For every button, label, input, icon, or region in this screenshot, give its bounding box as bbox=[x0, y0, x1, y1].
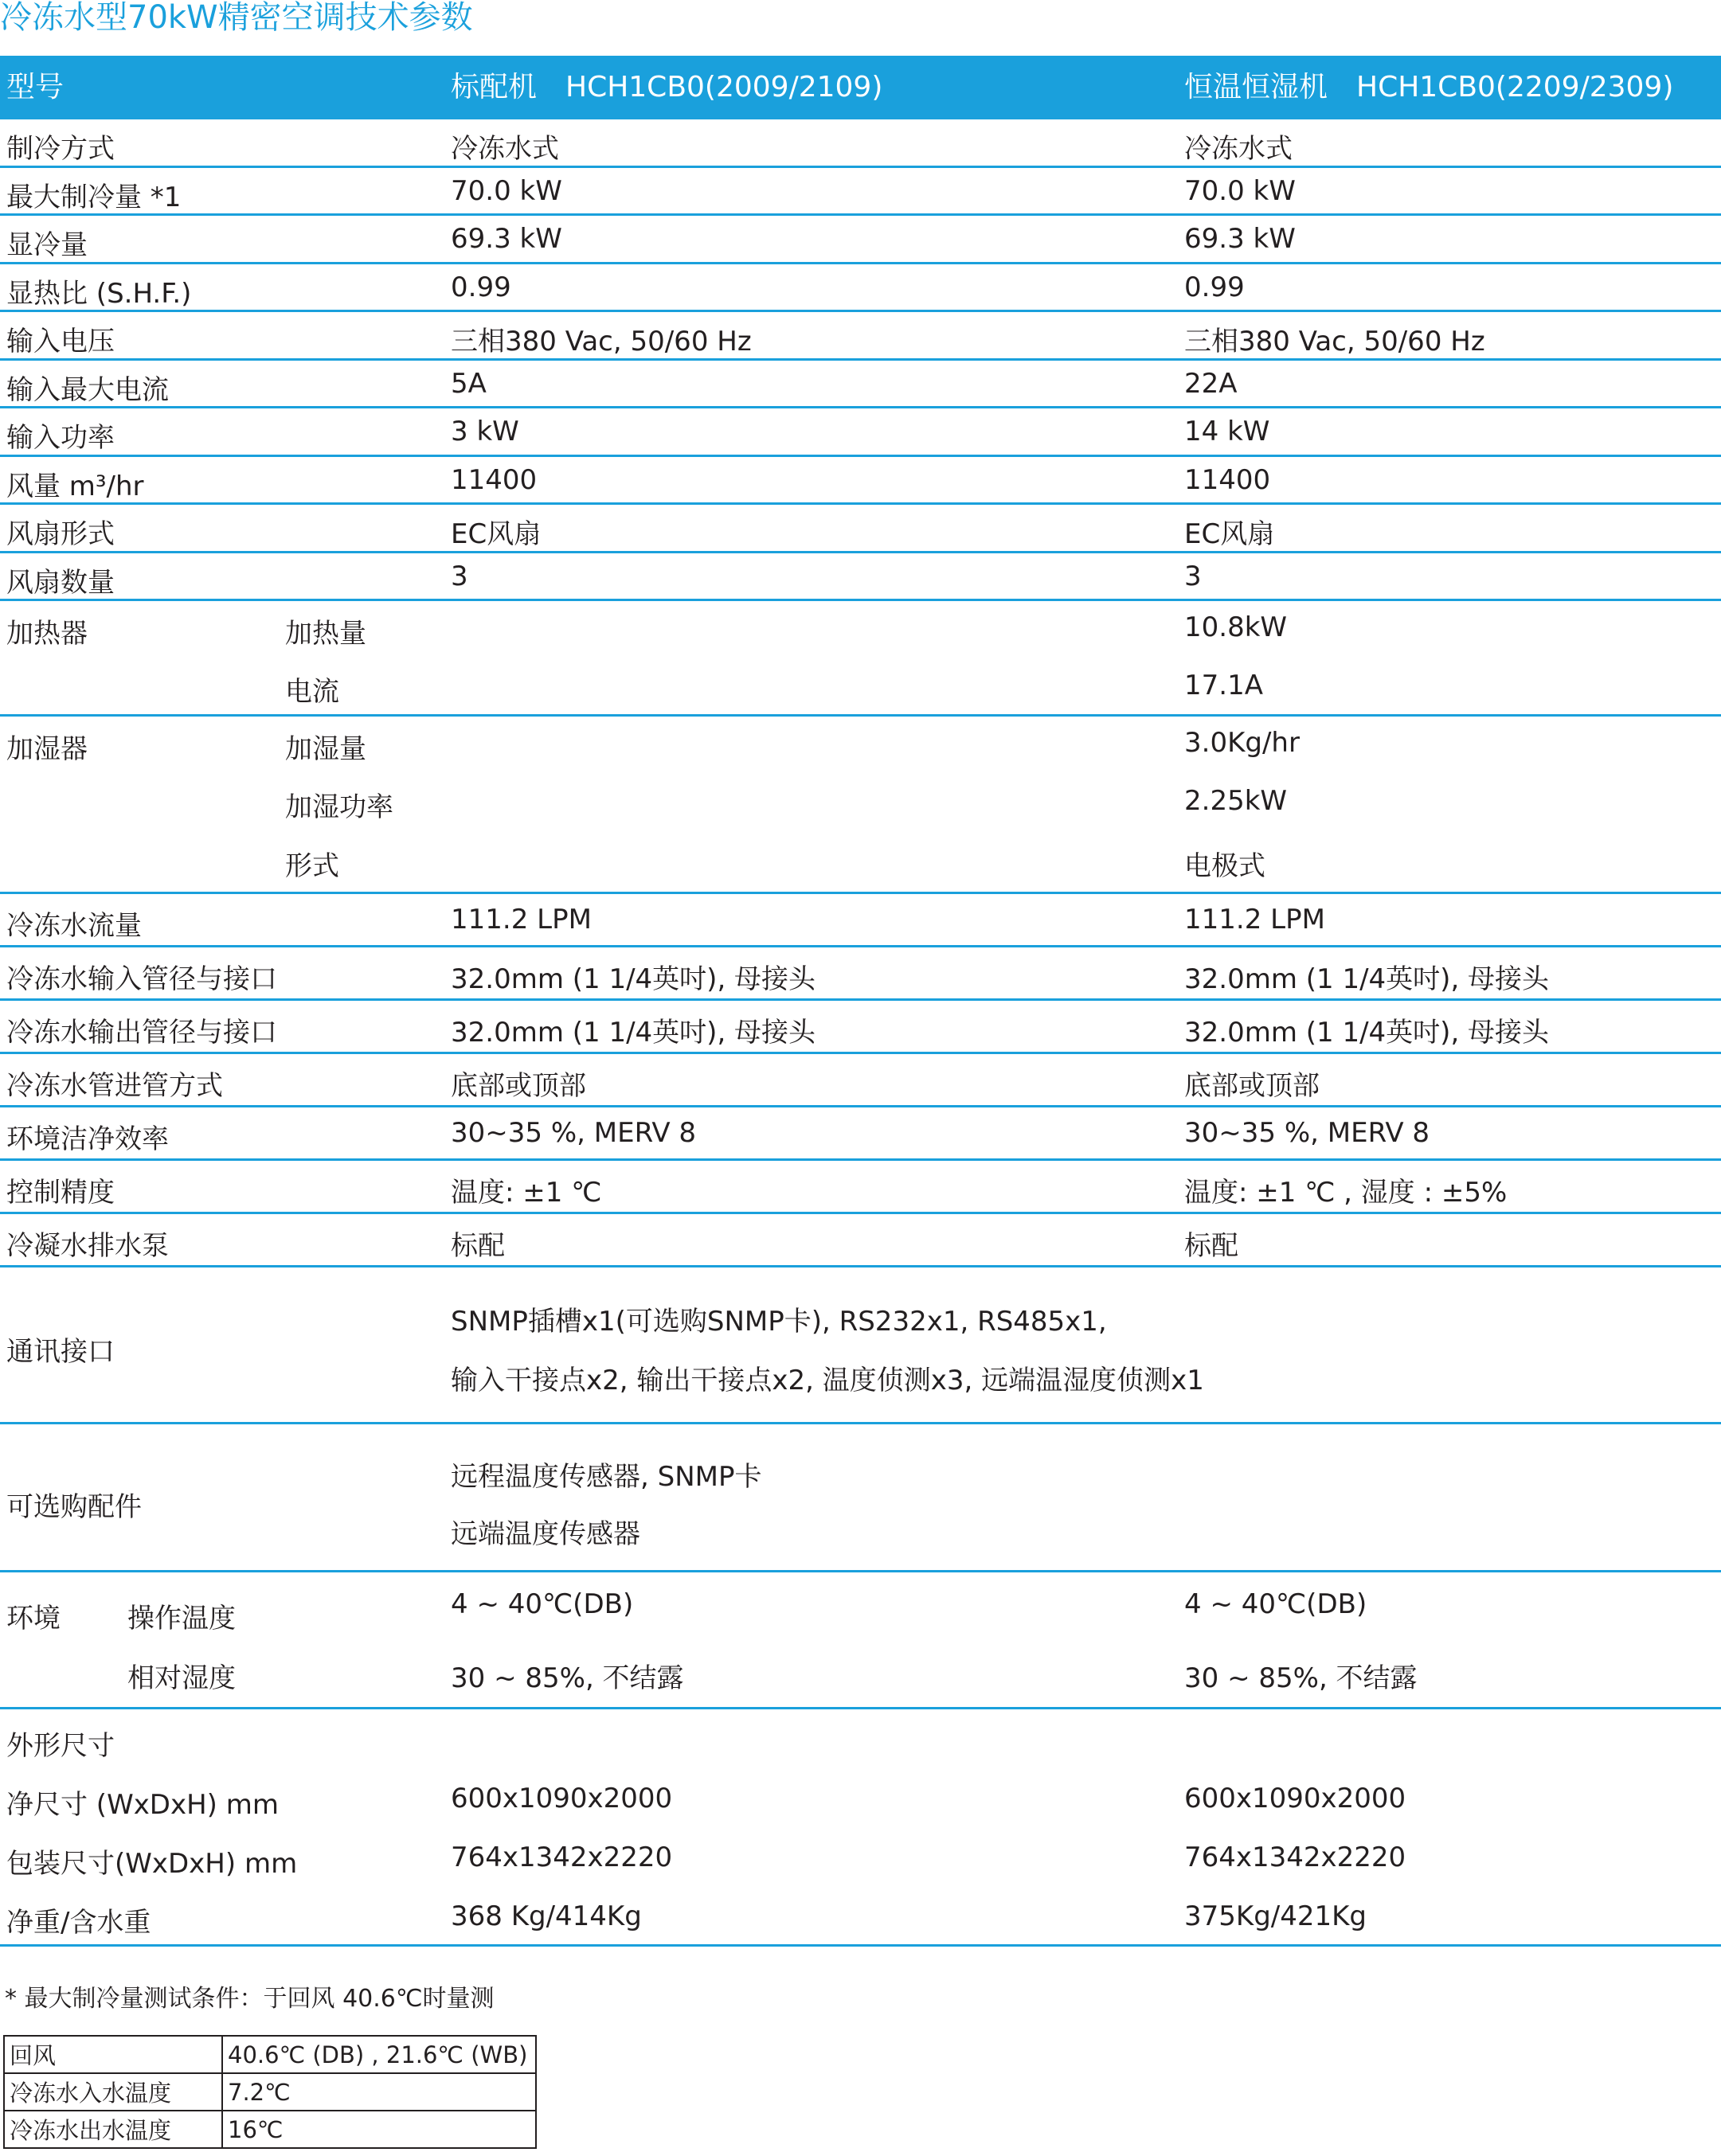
environment-sub-operating-temp: 操作温度 bbox=[127, 1603, 236, 1635]
row-value-constant: 111.2 LPM bbox=[1184, 904, 1325, 935]
heater-label: 加热器 bbox=[6, 618, 88, 650]
row-value-constant: 标配 bbox=[1184, 1230, 1238, 1262]
options-row bbox=[0, 1424, 1721, 1572]
table-row bbox=[0, 408, 1721, 457]
row-label: 风扇形式 bbox=[6, 518, 115, 550]
dimensions-net-standard: 600x1090x2000 bbox=[451, 1783, 673, 1814]
row-value-standard: EC风扇 bbox=[451, 518, 542, 550]
humidifier-sub-power: 加湿功率 bbox=[285, 791, 393, 823]
table-row bbox=[0, 1107, 1721, 1161]
options-line-2: 远端温度传感器 bbox=[451, 1518, 640, 1550]
row-value-standard: 32.0mm (1 1/4英吋), 母接头 bbox=[451, 1017, 816, 1049]
humidifier-value-power: 2.25kW bbox=[1184, 785, 1288, 817]
weight-constant: 375Kg/421Kg bbox=[1184, 1900, 1367, 1932]
options-line-1: 远程温度传感器, SNMP卡 bbox=[451, 1461, 762, 1493]
environment-label: 环境 bbox=[6, 1603, 61, 1635]
environment-value-standard-humidity: 30 ~ 85%, 不结露 bbox=[451, 1662, 684, 1694]
row-label: 显冷量 bbox=[6, 229, 88, 261]
row-label: 冷冻水输出管径与接口 bbox=[6, 1017, 277, 1049]
row-value-standard: 冷冻水式 bbox=[451, 133, 559, 165]
row-value-constant: 底部或顶部 bbox=[1184, 1070, 1320, 1102]
header-constant-temp-model: 恒温恒湿机 HCH1CB0(2209/2309) bbox=[1184, 71, 1674, 104]
table-row bbox=[4, 2073, 536, 2111]
table-row bbox=[0, 264, 1721, 312]
row-value-standard: 70.0 kW bbox=[451, 175, 562, 207]
humidifier-sub-amount: 加湿量 bbox=[285, 733, 366, 765]
row-value-standard: 标配 bbox=[451, 1230, 505, 1262]
row-value-standard: 30~35 %, MERV 8 bbox=[451, 1117, 697, 1149]
row-value-standard: 温度: ±1 ℃ bbox=[451, 1177, 602, 1209]
row-label: 输入电压 bbox=[6, 326, 115, 357]
heater-sub-heating: 加热量 bbox=[285, 618, 366, 650]
heater-value-current: 17.1A bbox=[1184, 670, 1263, 701]
row-label: 制冷方式 bbox=[6, 133, 115, 165]
row-label: 显热比 (S.H.F.) bbox=[6, 278, 192, 310]
table-row bbox=[0, 312, 1721, 361]
footnote: * 最大制冷量测试条件：于回风 40.6℃时量测 bbox=[5, 1985, 495, 2013]
row-value-standard: 0.99 bbox=[451, 271, 511, 303]
row-label: 冷冻水输入管径与接口 bbox=[6, 963, 277, 995]
row-label: 输入功率 bbox=[6, 422, 115, 454]
row-value-standard: 111.2 LPM bbox=[451, 904, 592, 935]
dimensions-label: 外形尺寸 bbox=[6, 1730, 115, 1762]
condition-key: 冷冻水出水温度 bbox=[4, 2111, 222, 2148]
row-value-constant: 69.3 kW bbox=[1184, 223, 1296, 255]
row-label: 控制精度 bbox=[6, 1177, 115, 1209]
table-row bbox=[0, 505, 1721, 553]
table-row bbox=[0, 553, 1721, 601]
row-value-constant: 11400 bbox=[1184, 464, 1271, 496]
comm-row bbox=[0, 1267, 1721, 1424]
row-value-constant: 30~35 %, MERV 8 bbox=[1184, 1117, 1430, 1149]
row-value-constant: 3 bbox=[1184, 560, 1202, 592]
dimensions-net-constant: 600x1090x2000 bbox=[1184, 1783, 1406, 1814]
row-label: 最大制冷量 *1 bbox=[6, 182, 182, 213]
row-value-constant: EC风扇 bbox=[1184, 518, 1275, 550]
table-row bbox=[0, 947, 1721, 1001]
heater-sub-current: 电流 bbox=[285, 676, 339, 708]
row-value-constant: 70.0 kW bbox=[1184, 175, 1296, 207]
row-label: 输入最大电流 bbox=[6, 374, 169, 406]
row-value-constant: 冷冻水式 bbox=[1184, 133, 1293, 165]
row-value-constant: 0.99 bbox=[1184, 271, 1245, 303]
environment-sub-relative-humidity: 相对湿度 bbox=[127, 1662, 236, 1694]
environment-value-standard-temp: 4 ~ 40℃(DB) bbox=[451, 1588, 634, 1620]
row-value-constant: 三相380 Vac, 50/60 Hz bbox=[1184, 326, 1485, 357]
row-value-standard: 69.3 kW bbox=[451, 223, 562, 255]
dimensions-package-label: 包装尺寸(WxDxH) mm bbox=[6, 1848, 298, 1880]
table-row bbox=[0, 1001, 1721, 1054]
weight-standard: 368 Kg/414Kg bbox=[451, 1900, 642, 1932]
row-value-standard: 底部或顶部 bbox=[451, 1070, 586, 1102]
row-label: 冷冻水管进管方式 bbox=[6, 1070, 223, 1102]
table-row bbox=[0, 361, 1721, 408]
row-value-constant: 14 kW bbox=[1184, 416, 1270, 447]
row-label: 风扇数量 bbox=[6, 567, 115, 599]
heater-row bbox=[0, 601, 1721, 717]
condition-value: 7.2℃ bbox=[222, 2073, 536, 2111]
table-header bbox=[0, 56, 1721, 119]
condition-key: 冷冻水入水温度 bbox=[4, 2073, 222, 2111]
heater-value-heating: 10.8kW bbox=[1184, 611, 1288, 643]
row-value-constant: 温度: ±1 ℃ , 湿度 : ±5% bbox=[1184, 1177, 1508, 1209]
dimensions-package-constant: 764x1342x2220 bbox=[1184, 1842, 1406, 1873]
row-label: 风量 m³/hr bbox=[6, 471, 144, 502]
dimensions-row bbox=[0, 1709, 1721, 1947]
header-standard-model: 标配机 HCH1CB0(2009/2109) bbox=[451, 71, 883, 104]
row-value-constant: 32.0mm (1 1/4英吋), 母接头 bbox=[1184, 963, 1550, 995]
row-label: 冷冻水流量 bbox=[6, 910, 142, 942]
row-value-standard: 3 bbox=[451, 560, 468, 592]
table-row bbox=[4, 2111, 536, 2148]
row-value-standard: 三相380 Vac, 50/60 Hz bbox=[451, 326, 752, 357]
humidifier-label: 加湿器 bbox=[6, 733, 88, 765]
condition-key: 回风 bbox=[4, 2036, 222, 2073]
comm-line-1: SNMP插槽x1(可选购SNMP卡), RS232x1, RS485x1, bbox=[451, 1306, 1107, 1338]
page-title: 冷冻水型70kW精密空调技术参数 bbox=[0, 0, 473, 36]
condition-value: 40.6℃ (DB) , 21.6℃ (WB) bbox=[222, 2036, 536, 2073]
weight-label: 净重/含水重 bbox=[6, 1907, 151, 1939]
row-value-standard: 11400 bbox=[451, 464, 538, 496]
humidifier-value-type: 电极式 bbox=[1184, 850, 1265, 882]
table-row bbox=[0, 168, 1721, 216]
table-row bbox=[0, 894, 1721, 947]
header-model-label: 型号 bbox=[6, 71, 65, 104]
row-value-constant: 22A bbox=[1184, 368, 1238, 400]
table-row bbox=[0, 216, 1721, 264]
comm-line-2: 输入干接点x2, 输出干接点x2, 温度侦测x3, 远端温湿度侦测x1 bbox=[451, 1365, 1204, 1396]
options-label: 可选购配件 bbox=[6, 1491, 142, 1523]
condition-value: 16℃ bbox=[222, 2111, 536, 2148]
table-row bbox=[0, 1214, 1721, 1267]
table-row bbox=[0, 457, 1721, 505]
row-value-standard: 5A bbox=[451, 368, 487, 400]
row-value-constant: 32.0mm (1 1/4英吋), 母接头 bbox=[1184, 1017, 1550, 1049]
row-label: 环境洁净效率 bbox=[6, 1123, 169, 1155]
dimensions-net-label: 净尺寸 (WxDxH) mm bbox=[6, 1789, 279, 1821]
row-label: 冷凝水排水泵 bbox=[6, 1230, 169, 1262]
humidifier-row bbox=[0, 717, 1721, 894]
humidifier-value-amount: 3.0Kg/hr bbox=[1184, 727, 1300, 759]
table-row bbox=[0, 1054, 1721, 1107]
row-value-standard: 3 kW bbox=[451, 416, 519, 447]
table-row bbox=[0, 1161, 1721, 1214]
environment-value-constant-humidity: 30 ~ 85%, 不结露 bbox=[1184, 1662, 1418, 1694]
comm-label: 通讯接口 bbox=[6, 1336, 115, 1368]
table-row bbox=[0, 119, 1721, 168]
humidifier-sub-type: 形式 bbox=[285, 850, 339, 882]
table-row bbox=[4, 2036, 536, 2073]
environment-value-constant-temp: 4 ~ 40℃(DB) bbox=[1184, 1588, 1367, 1620]
environment-row bbox=[0, 1572, 1721, 1709]
test-conditions-table bbox=[3, 2035, 537, 2149]
row-value-standard: 32.0mm (1 1/4英吋), 母接头 bbox=[451, 963, 816, 995]
dimensions-package-standard: 764x1342x2220 bbox=[451, 1842, 673, 1873]
